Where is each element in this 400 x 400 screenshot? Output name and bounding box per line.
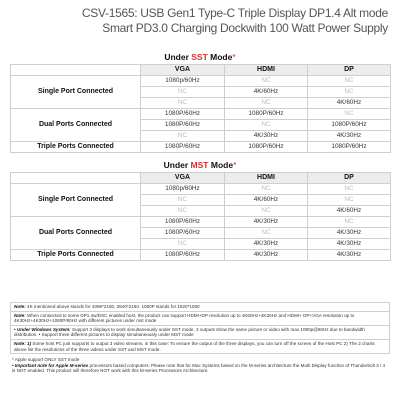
note-text: Support 3 displays to work simultaneously under SST mode, 3 outputs show the same picture or video with max 1080p@60Hz due to bandwidth distribution. • Support three different pictures to display simultaneously under MST mode [14, 326, 365, 338]
product-title-line-1: CSV-1565: USB Gen1 Type-C Triple Display DP1.4 Alt mode [81, 6, 388, 20]
row-group-label: Single Port Connected [11, 184, 141, 217]
resolution-cell: 1080P/60Hz [141, 142, 225, 153]
resolution-cell: NC [225, 206, 308, 217]
row-group-label: Single Port Connected [11, 76, 141, 109]
resolution-cell: NC [308, 109, 391, 120]
resolution-cell: NC [225, 98, 308, 109]
apple-sst-note: * Apple support ONLY SST mode [12, 357, 80, 362]
note-label: Note: [14, 304, 26, 309]
table-row [11, 142, 391, 153]
resolution-cell: NC [141, 87, 225, 98]
resolution-cell: NC [141, 131, 225, 142]
resolution-cell: NC [141, 206, 225, 217]
apple-m-series-note-text: processors based computers: Please note that for Mac Systems based on the M-series architecture the Multi Display function of Thunderbolt 3 / 4 is NOT enabled. This product will therefore NOT work with this M-series Processors Architecture. [12, 362, 386, 374]
resolution-cell: 1080P/60Hz [141, 217, 225, 228]
table-row [11, 250, 391, 261]
resolution-cell: 4K/60Hz [308, 98, 391, 109]
row-group-label: Dual Ports Connected [11, 217, 141, 250]
note-row [10, 326, 390, 340]
resolution-cell: NC [308, 184, 391, 195]
table-row [11, 184, 391, 195]
notes-box [10, 302, 390, 354]
mst-column-header: DP [308, 173, 391, 184]
sst-column-header: VGA [141, 65, 225, 76]
resolution-cell: 1080P/60Hz [225, 142, 308, 153]
sst-heading-mode: SST [191, 52, 208, 62]
sst-heading-asterisk: * [232, 52, 236, 62]
note-text: Some host PC just supports to output 3 video streams, in this case: To ensure the output of the three displays, you can turn off the screen of the Host PC 2) The 2 charts above list the resolutions of the three videos under SST and MST mode. [14, 340, 375, 352]
resolution-cell: 4K/30Hz [308, 228, 391, 239]
sst-header-row [11, 65, 391, 76]
mst-heading-mode: MST [190, 160, 209, 170]
resolution-cell: 1080P/60Hz [141, 250, 225, 261]
resolution-cell: 1080p/60Hz [141, 76, 225, 87]
resolution-cell: 4K/30Hz [308, 131, 391, 142]
sst-column-header: DP [308, 65, 391, 76]
resolution-cell: 1080P/60Hz [141, 109, 225, 120]
resolution-cell: 4K/30Hz [225, 250, 308, 261]
table-row [11, 76, 391, 87]
table-row [11, 109, 391, 120]
resolution-cell: 4K/30Hz [225, 217, 308, 228]
apple-footer-notes [12, 357, 388, 374]
sst-column-header: HDMI [225, 65, 308, 76]
resolution-cell: 1080P/60Hz [308, 120, 391, 131]
mst-mode-heading [0, 160, 400, 170]
sst-heading-prefix: Under [164, 52, 192, 62]
resolution-cell: NC [225, 76, 308, 87]
mst-header-blank [11, 173, 141, 184]
resolution-cell: 1080P/60Hz [141, 228, 225, 239]
note-text: 4K mentioned above stands for 4096*2160, 3840*2160. 1080P stands for 1920*1080 [25, 304, 200, 309]
sst-mode-heading [0, 52, 400, 62]
row-group-label: Triple Ports Connected [11, 142, 141, 153]
mst-resolution-table [10, 172, 391, 261]
product-title-line-2: Smart PD3.0 Charging Dockwith 100 Watt Power Supply [102, 21, 388, 35]
apple-m-series-note [12, 363, 388, 374]
resolution-cell: 4K/60Hz [225, 87, 308, 98]
note-label: Note: [14, 312, 26, 318]
mst-heading-asterisk: * [233, 160, 237, 170]
mst-header-row [11, 173, 391, 184]
resolution-cell: 4K/30Hz [308, 239, 391, 250]
row-group-label: Dual Ports Connected [11, 109, 141, 142]
apple-m-series-note-bold: • Important note for Apple M-series [12, 362, 89, 368]
resolution-cell: 4K/30Hz [225, 131, 308, 142]
sst-heading-suffix: Mode [207, 52, 233, 62]
resolution-cell: NC [225, 228, 308, 239]
resolution-cell: NC [308, 76, 391, 87]
sst-resolution-table [10, 64, 391, 153]
page-title-block [8, 6, 388, 36]
note-row [10, 312, 390, 326]
resolution-cell: 4K/30Hz [225, 239, 308, 250]
note-label: Note: 1) [14, 340, 32, 346]
resolution-cell: 1080p/60Hz [141, 184, 225, 195]
mst-heading-prefix: Under [163, 160, 191, 170]
resolution-cell: NC [308, 87, 391, 98]
resolution-cell: NC [225, 120, 308, 131]
resolution-cell: 4K/60Hz [225, 195, 308, 206]
resolution-cell: 4K/60Hz [308, 206, 391, 217]
table-row [11, 217, 391, 228]
resolution-cell: NC [308, 195, 391, 206]
note-text: When connected to some DP1.4w/DSC enabled host, the product can support HDMI+DP resolution up to 4K60Hz+4K30Hz and HDMI+ DP+VGA resolution up to 4K30Hz+4K30Hz+1080P/60Hz with different pictures under mst mode [14, 312, 355, 324]
resolution-cell: NC [141, 98, 225, 109]
note-label: • Under Windows System: [14, 326, 71, 332]
note-row [10, 340, 390, 354]
sst-header-blank [11, 65, 141, 76]
resolution-cell: 1080P/60Hz [141, 120, 225, 131]
resolution-cell: 1080P/60Hz [225, 109, 308, 120]
note-row [10, 302, 390, 312]
resolution-cell: NC [141, 239, 225, 250]
resolution-cell: NC [141, 195, 225, 206]
row-group-label: Triple Ports Connected [11, 250, 141, 261]
resolution-cell: 4K/30Hz [308, 250, 391, 261]
mst-heading-suffix: Mode [208, 160, 234, 170]
resolution-cell: NC [225, 184, 308, 195]
mst-column-header: VGA [141, 173, 225, 184]
resolution-cell: NC [308, 217, 391, 228]
mst-column-header: HDMI [225, 173, 308, 184]
resolution-cell: 1080P/60Hz [308, 142, 391, 153]
